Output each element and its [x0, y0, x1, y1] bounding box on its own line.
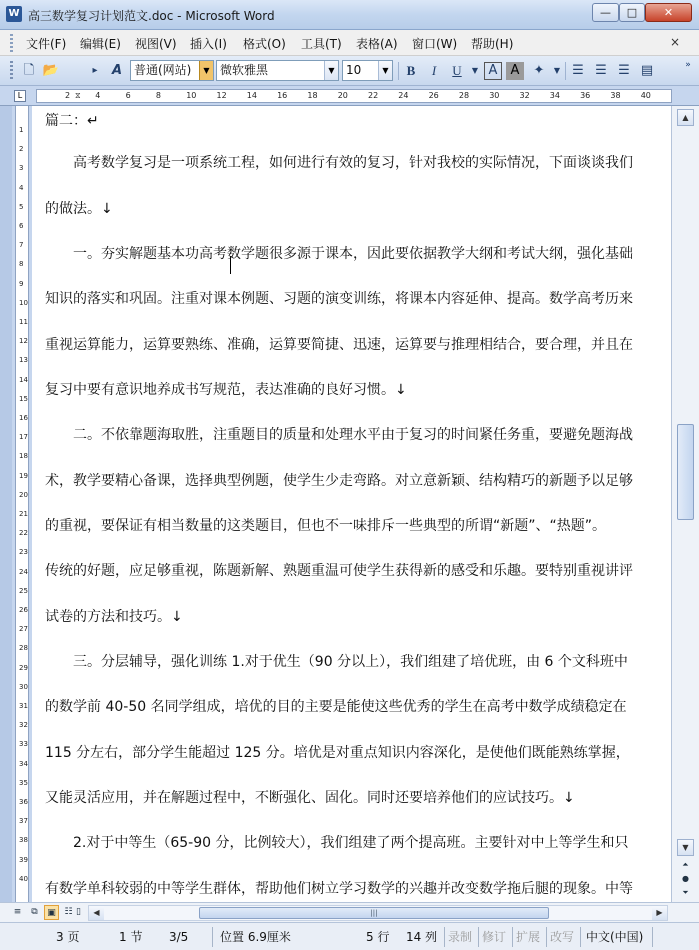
menu-help[interactable]: 帮助(H) [471, 37, 514, 51]
menu-view[interactable]: 视图(V) [135, 37, 177, 51]
vertical-ruler-tick-label: 32 [19, 721, 28, 730]
ruler-tick-label: 18 [307, 91, 318, 100]
vertical-ruler-tick-label: 26 [19, 606, 28, 614]
new-document-icon[interactable]: 🗋 [23, 63, 35, 78]
vertical-ruler-tick-label: 5 [19, 202, 24, 211]
ruler-tick-label: 8 [155, 91, 161, 100]
ruler-tick-label: 14 [246, 91, 257, 100]
vertical-ruler-tick-label: 37 [19, 817, 28, 826]
style-combo[interactable] [130, 60, 214, 81]
vertical-ruler-tick-label: 40 [19, 874, 28, 883]
toolbar-separator [398, 62, 399, 80]
ruler-tick-label: 4 [95, 91, 101, 100]
vertical-ruler-tick-label: 14 [19, 375, 28, 384]
vertical-ruler-tick-label: 9 [19, 279, 24, 288]
chevron-down-icon[interactable]: ▼ [324, 61, 338, 80]
scroll-up-icon[interactable]: ▲ [677, 109, 694, 126]
minimize-button[interactable]: — [592, 3, 619, 22]
ruler-tick-label: 38 [610, 91, 621, 100]
vertical-ruler-tick-label: 38 [19, 836, 28, 845]
word-app-icon[interactable]: W [6, 6, 22, 22]
document-text-line[interactable]: 试卷的方法和技巧。↓ [45, 609, 183, 625]
status-column: 14 列 [406, 930, 438, 944]
document-close-icon[interactable]: × [670, 35, 681, 49]
vertical-ruler-tick-label: 8 [19, 260, 24, 269]
underline-button[interactable]: U [452, 63, 462, 78]
font-combo-value: 微软雅黑 [220, 63, 269, 77]
status-position: 位置 6.9厘米 [220, 930, 291, 944]
document-text-line[interactable]: 一。夯实解题基本功高考数学题很多源于课本，因此要依据教学大纲和考试大纲，强化基础 [45, 246, 633, 262]
status-separator [580, 927, 581, 947]
document-text-line[interactable]: 复习中要有意识地养成书写规范，表达准确的良好习惯。↓ [45, 382, 407, 398]
vertical-ruler-tick-label: 39 [19, 855, 28, 864]
document-text-line[interactable]: 的做法。↓ [45, 201, 113, 217]
ruler-tick-label: 24 [398, 91, 409, 100]
vertical-ruler-tick-label: 18 [19, 452, 28, 461]
document-text-line[interactable]: 二。不依靠题海取胜，注重题目的质量和处理水平由于复习的时间紧任务重，要避免题海战 [45, 427, 633, 443]
font-size-value: 10 [346, 63, 362, 77]
ruler-tick-label: 26 [428, 91, 439, 100]
document-text-line[interactable]: 术，教学要精心备课，选择典型例题，使学生少走弯路。对立意新颖、结构精巧的新题予以足够 [45, 473, 633, 489]
vertical-ruler-tick-label: 23 [19, 548, 28, 557]
vertical-scroll-thumb[interactable] [677, 424, 694, 520]
document-text-line[interactable]: 的数学前 40-50 名同学组成，培优的目的主要是能使这些优秀的学生在高考中数学成绩稳定在 [45, 699, 627, 715]
vertical-ruler-tick-label: 24 [19, 567, 28, 576]
document-text-line[interactable]: 115 分左右，部分学生能超过 125 分。培优是对重点知识内容深化，是使他们既能熟练掌握， [45, 745, 630, 761]
outline-view-icon[interactable]: ☷ [64, 907, 73, 917]
vertical-ruler-tick-label: 4 [19, 183, 24, 192]
document-text-line[interactable]: 的重视，要保证有相当数量的这类题目，但也不一味排斥一些典型的所谓“新题”、“热题”。 [45, 518, 607, 534]
status-bar [0, 922, 699, 950]
ruler-tick-label: 36 [580, 91, 591, 100]
window-title: 高三数学复习计划范文.doc - Microsoft Word [28, 9, 275, 23]
vertical-ruler-tick-label: 15 [19, 394, 28, 403]
vertical-scrollbar[interactable] [671, 106, 699, 902]
ruler-scale[interactable] [36, 89, 672, 103]
vertical-ruler-tick-label: 29 [19, 663, 28, 672]
menu-format[interactable]: 格式(O) [243, 37, 286, 51]
maximize-button[interactable]: □ [619, 3, 645, 22]
vertical-ruler-tick-label: 11 [19, 318, 28, 326]
horizontal-scroll-track[interactable] [88, 905, 668, 921]
menu-edit[interactable]: 编辑(E) [80, 37, 121, 51]
vertical-ruler-tick-label: 6 [19, 222, 24, 230]
horizontal-scroll-thumb[interactable]: ||| [199, 907, 549, 919]
vertical-ruler-tick-label: 20 [19, 490, 28, 499]
indent-marker-icon[interactable]: ⧖ [75, 91, 81, 100]
ruler-tick-label: 30 [489, 91, 500, 100]
ruler-tick-label: 22 [368, 91, 379, 100]
vertical-ruler-tick-label: 28 [19, 644, 28, 653]
vertical-ruler-tick-label: 16 [19, 414, 28, 422]
open-folder-icon[interactable]: 📂 [42, 63, 60, 78]
font-color-button[interactable]: A [484, 62, 502, 80]
vertical-ruler[interactable] [12, 106, 32, 902]
scroll-right-icon[interactable]: ▶ [652, 906, 667, 920]
web-layout-view-icon[interactable]: ⧉ [31, 907, 38, 917]
justify-icon[interactable]: ▤ [640, 63, 654, 78]
document-text-line[interactable]: 三。分层辅导，强化训练 1.对于优生（90 分以上），我们组建了培优班，由 6 个文科班中 [45, 654, 628, 670]
ruler-tick-label: 28 [458, 91, 470, 100]
select-browse-object-icon[interactable]: ● [682, 874, 689, 883]
title-bar [0, 0, 699, 30]
status-record-macro[interactable]: 录制 [448, 930, 473, 944]
vertical-ruler-tick-label: 12 [19, 337, 28, 346]
ruler-tick-label: 6 [125, 91, 131, 100]
ruler-tick-label: 34 [549, 91, 560, 100]
vertical-ruler-tick-label: 30 [19, 682, 28, 691]
status-line: 5 行 [366, 930, 390, 944]
vertical-ruler-tick-label: 7 [19, 241, 24, 250]
vertical-ruler-scale[interactable] [15, 106, 29, 902]
toolbar-separator [565, 62, 566, 80]
align-center-icon[interactable]: ☰ [595, 63, 607, 78]
ruler-tick-label: 32 [519, 91, 530, 100]
horizontal-scrollbar[interactable] [0, 902, 699, 922]
bold-button[interactable]: B [406, 63, 416, 78]
vertical-ruler-tick-label: 3 [19, 164, 24, 173]
character-shading-button[interactable]: A [506, 62, 524, 80]
status-separator [212, 927, 213, 947]
ruler-tick-label: 40 [640, 91, 651, 100]
status-page: 3 页 [56, 930, 80, 944]
ruler-tick-label: 10 [186, 91, 197, 100]
font-size-combo[interactable] [342, 60, 393, 81]
document-text-line[interactable]: 高考数学复习是一项系统工程，如何进行有效的复习，针对我校的实际情况，下面谈谈我们 [45, 155, 633, 171]
vertical-ruler-tick-label: 17 [19, 433, 28, 442]
vertical-ruler-tick-label: 21 [19, 510, 28, 518]
status-separator [652, 927, 653, 947]
next-page-icon[interactable]: ⏷ [682, 888, 689, 897]
vertical-ruler-tick-label: 33 [19, 740, 28, 749]
vertical-ruler-tick-label: 1 [19, 126, 24, 134]
status-track-changes[interactable]: 修订 [482, 930, 507, 944]
vertical-ruler-tick-label: 31 [19, 702, 28, 710]
ruler-tick-label: 12 [216, 91, 227, 100]
vertical-ruler-tick-label: 35 [19, 778, 28, 787]
document-text-line[interactable]: 有数学单科较弱的中等学生群体，帮助他们树立学习数学的兴趣并改变数学拖后腿的现象。中等 [45, 881, 633, 897]
vertical-ruler-tick-label: 36 [19, 798, 28, 806]
vertical-ruler-tick-label: 10 [19, 298, 28, 307]
formatting-toolbar [0, 56, 699, 86]
document-text-line[interactable]: 重视运算能力，运算要熟练、准确，运算要简捷、迅速，运算要与推理相结合，要合理，并且在 [45, 337, 633, 353]
close-button[interactable]: ✕ [645, 3, 692, 22]
menu-insert[interactable]: 插入(I) [190, 37, 227, 51]
left-margin-strip [0, 106, 12, 902]
menu-window[interactable]: 窗口(W) [412, 37, 458, 51]
menu-table[interactable]: 表格(A) [356, 37, 398, 51]
toolbar-grip-icon[interactable] [10, 61, 13, 81]
normal-view-icon[interactable]: ≡ [13, 907, 22, 917]
status-overtype[interactable]: 改写 [550, 930, 575, 944]
ruler-tick-label: 16 [277, 91, 288, 100]
chevron-down-icon[interactable]: ▼ [199, 61, 213, 80]
tab-selector-icon[interactable]: L [14, 90, 26, 102]
horizontal-ruler[interactable] [0, 86, 699, 106]
document-text-line[interactable]: 传统的好题，应足够重视，陈题新解、熟题重温可使学生获得新的感受和乐趣。要特别重视讲评 [45, 563, 633, 579]
vertical-ruler-tick-label: 22 [19, 529, 28, 538]
toolbar-options-icon[interactable]: ▸ [92, 65, 98, 76]
document-text-line[interactable]: 知识的落实和巩固。注重对课本例题、习题的演变训练，将课本内容延伸、提高。数学高考历来 [45, 291, 633, 307]
menu-bar [0, 30, 699, 56]
effects-dropdown-icon[interactable]: ▼ [553, 66, 561, 75]
styles-and-formatting-icon[interactable]: A [111, 63, 123, 78]
document-text-line[interactable]: 篇二：↵ [45, 113, 99, 129]
underline-dropdown-icon[interactable]: ▼ [471, 66, 479, 75]
vertical-ruler-tick-label: 19 [19, 471, 28, 480]
vertical-ruler-tick-label: 27 [19, 625, 28, 634]
reading-view-icon[interactable]: ▯ [76, 907, 81, 917]
menu-file[interactable]: 文件(F) [26, 37, 67, 51]
vertical-ruler-tick-label: 13 [19, 356, 28, 365]
print-layout-view-icon[interactable]: ▣ [44, 905, 59, 920]
document-text-line[interactable]: 2.对于中等生（65-90 分，比例较大），我们组建了两个提高班。主要针对中上等学生和只 [45, 835, 629, 851]
vertical-ruler-tick-label: 2 [19, 145, 24, 154]
menu-tools[interactable]: 工具(T) [301, 37, 342, 51]
menubar-grip-icon[interactable] [10, 34, 13, 52]
scroll-left-icon[interactable]: ◀ [89, 906, 104, 920]
chevron-down-icon[interactable]: ▼ [378, 61, 392, 80]
status-extend-selection[interactable]: 扩展 [516, 930, 541, 944]
vertical-ruler-tick-label: 25 [19, 586, 28, 595]
document-text-line[interactable]: 又能灵活应用，并在解题过程中，不断强化、固化。同时还要培养他们的应试技巧。↓ [45, 790, 575, 806]
italic-button[interactable]: I [431, 63, 437, 78]
vertical-ruler-tick-label: 34 [19, 759, 28, 768]
align-left-icon[interactable]: ☰ [572, 63, 584, 78]
ruler-tick-label: 2 [65, 91, 71, 100]
toolbar-overflow-button[interactable]: » [685, 60, 691, 70]
text-effects-icon[interactable]: ✦ [533, 63, 545, 78]
scroll-down-icon[interactable]: ▼ [677, 839, 694, 856]
document-page[interactable] [32, 106, 671, 902]
style-combo-value: 普通(网站) [134, 63, 192, 77]
previous-page-icon[interactable]: ⏶ [682, 860, 689, 869]
status-language[interactable]: 中文(中国) [586, 930, 644, 944]
font-combo[interactable] [216, 60, 339, 81]
status-page-of: 3/5 [169, 930, 189, 944]
ruler-tick-label: 20 [337, 91, 348, 100]
align-right-icon[interactable]: ☰ [618, 63, 630, 78]
status-section: 1 节 [119, 930, 143, 944]
